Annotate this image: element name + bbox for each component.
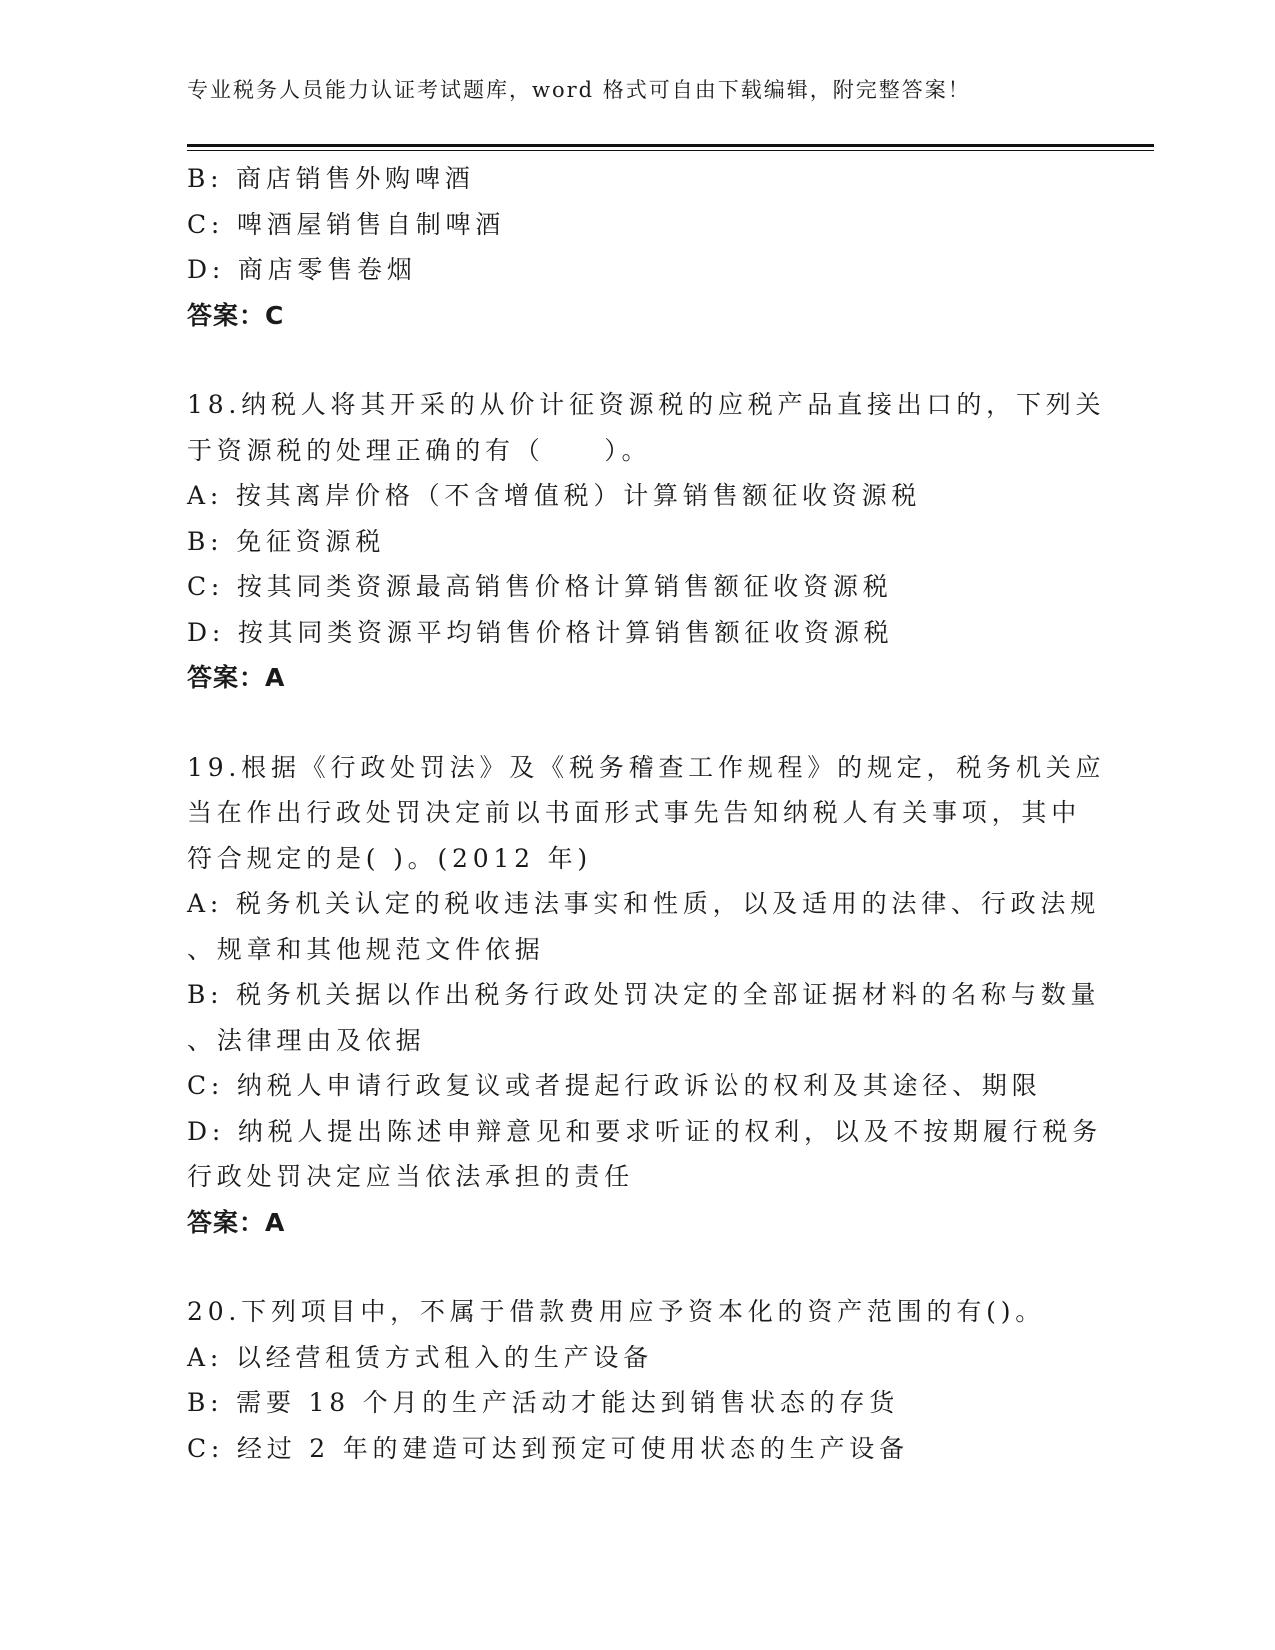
question-19 [187,745,1106,1246]
answer: 答案：C [187,300,285,330]
option-b-continued: 、法律理由及依据 [187,1025,426,1055]
option-b: B: 需要 18 个月的生产活动才能达到销售状态的存货 [187,1388,900,1417]
option-d-continued: 行政处罚决定应当依法承担的责任 [187,1162,635,1191]
question-stem-line: 于资源税的处理正确的有（ ）。 [187,435,652,465]
option-c: C: 按其同类资源最高销售价格计算销售额征收资源税 [187,572,893,601]
question-stem-line: 18.纳税人将其开采的从价计征资源税的应税产品直接出口的，下列关 [187,390,1106,419]
question-18 [187,382,1106,701]
header-rule-thick [187,144,1154,147]
option-a-continued: 、规章和其他规范文件依据 [187,934,545,964]
option-b: B: 免征资源税 [187,526,386,556]
option-a: A: 以经营租赁方式租入的生产设备 [187,1342,654,1372]
answer: 答案：A [187,663,286,692]
question-stem-line: 20.下列项目中，不属于借款费用应予资本化的资产范围的有()。 [187,1297,1046,1326]
option-d: D: 纳税人提出陈述申辩意见和要求听证的权利，以及不按期履行税务 [187,1116,1103,1146]
option-a: A: 按其离岸价格（不含增值税）计算销售额征收资源税 [187,481,922,510]
option-b: B: 税务机关据以作出税务行政处罚决定的全部证据材料的名称与数量 [187,980,1101,1009]
question-stem-line: 当在作出行政处罚决定前以书面形式事先告知纳税人有关事项，其中 [187,798,1082,827]
exam-content [187,156,1106,1471]
header-rule-thin [187,150,1154,151]
answer: 答案：A [187,1207,286,1237]
page-header: 专业税务人员能力认证考试题库，word 格式可自由下载编辑，附完整答案！ [187,78,971,102]
question-20 [187,1289,1087,1471]
option-b: B: 商店销售外购啤酒 [187,164,475,193]
option-d: D: 按其同类资源平均销售价格计算销售额征收资源税 [187,617,894,647]
question-stem-line: 19.根据《行政处罚法》及《税务稽查工作规程》的规定，税务机关应 [187,752,1106,782]
option-a: A: 税务机关认定的税收违法事实和性质，以及适用的法律、行政法规 [187,889,1101,918]
question-continued [187,156,1087,338]
question-stem-line: 符合规定的是( )。(2012 年) [187,843,592,873]
option-c: C: 经过 2 年的建造可达到预定可使用状态的生产设备 [187,1433,909,1463]
option-c: C: 纳税人申请行政复议或者提起行政诉讼的权利及其途径、期限 [187,1071,1042,1100]
option-c: C: 啤酒屋销售自制啤酒 [187,209,506,239]
option-d: D: 商店零售卷烟 [187,255,417,284]
